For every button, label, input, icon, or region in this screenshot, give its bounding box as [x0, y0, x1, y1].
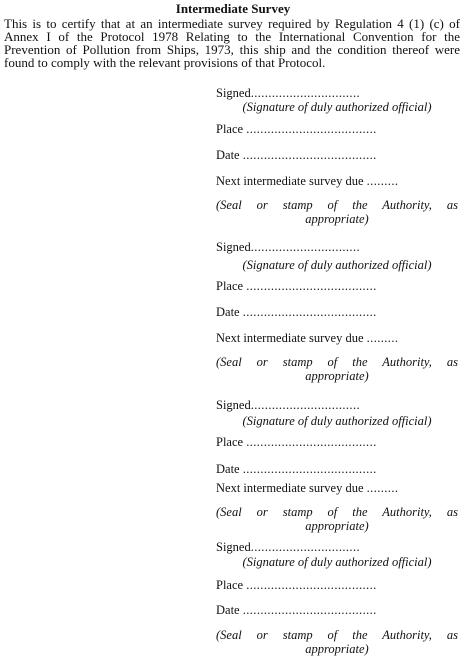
next-survey-label: Next intermediate survey due	[216, 331, 364, 345]
next-survey-label: Next intermediate survey due	[216, 481, 364, 495]
date-dots: ......................................	[242, 603, 377, 617]
date-label: Date	[216, 305, 240, 319]
signature-caption-1: (Signature of duly authorized official)	[242, 100, 432, 114]
signed-dots: ...............................	[250, 240, 361, 254]
place-field-3[interactable]	[216, 435, 458, 449]
place-label: Place	[216, 279, 244, 293]
signed-field-4[interactable]	[216, 540, 458, 554]
place-dots: .....................................	[246, 122, 377, 136]
seal-line-2: appropriate)	[305, 369, 369, 383]
seal-caption-1	[216, 198, 458, 226]
next-survey-label: Next intermediate survey due	[216, 174, 364, 188]
signed-label: Signed	[216, 86, 251, 100]
date-label: Date	[216, 603, 240, 617]
date-label: Date	[216, 462, 240, 476]
seal-line-1: (Seal or stamp of the Authority, as	[216, 505, 458, 519]
seal-line-1: (Seal or stamp of the Authority, as	[216, 198, 458, 212]
date-field-2[interactable]	[216, 305, 458, 319]
date-label: Date	[216, 148, 240, 162]
seal-line-1: (Seal or stamp of the Authority, as	[216, 355, 458, 369]
next-survey-field-2[interactable]	[216, 331, 458, 345]
signed-field-3[interactable]	[216, 398, 458, 412]
date-dots: ......................................	[242, 305, 377, 319]
seal-line-2: appropriate)	[305, 642, 369, 656]
seal-caption-2	[216, 355, 458, 383]
signature-caption-2: (Signature of duly authorized official)	[242, 258, 432, 272]
signed-label: Signed	[216, 398, 251, 412]
seal-caption-4	[216, 628, 458, 656]
place-label: Place	[216, 578, 244, 592]
next-survey-field-1[interactable]	[216, 174, 458, 188]
signed-dots: ...............................	[250, 540, 361, 554]
certification-text: This is to certify that at an intermediate survey required by Regulation 4 (1) (c) of Annex I of the Protocol 1978 Relating to the International Convention for the Prevention of Pollution from Ships, 1973, this ship and the condition thereof were found to comply with the relevant provisions of that Protocol.	[4, 16, 460, 70]
place-dots: .....................................	[246, 435, 377, 449]
place-field-1[interactable]	[216, 122, 458, 136]
place-dots: .....................................	[246, 578, 377, 592]
date-field-1[interactable]	[216, 148, 458, 162]
signed-label: Signed	[216, 240, 251, 254]
next-survey-dots: .........	[366, 174, 399, 188]
place-label: Place	[216, 435, 244, 449]
date-dots: ......................................	[242, 462, 377, 476]
place-field-4[interactable]	[216, 578, 458, 592]
seal-line-2: appropriate)	[305, 212, 369, 226]
date-dots: ......................................	[242, 148, 377, 162]
next-survey-dots: .........	[366, 331, 399, 345]
signed-field-1[interactable]	[216, 86, 458, 100]
signed-label: Signed	[216, 540, 251, 554]
seal-caption-3	[216, 505, 458, 533]
signed-field-2[interactable]	[216, 240, 458, 254]
signature-caption-3: (Signature of duly authorized official)	[242, 414, 432, 428]
signed-dots: ...............................	[250, 86, 361, 100]
seal-line-2: appropriate)	[305, 519, 369, 533]
place-dots: .....................................	[246, 279, 377, 293]
next-survey-dots: .........	[366, 481, 399, 495]
signature-caption-4: (Signature of duly authorized official)	[242, 555, 432, 569]
date-field-3[interactable]	[216, 462, 458, 476]
date-field-4[interactable]	[216, 603, 458, 617]
seal-line-1: (Seal or stamp of the Authority, as	[216, 628, 458, 642]
place-label: Place	[216, 122, 244, 136]
next-survey-field-3[interactable]	[216, 481, 458, 495]
signed-dots: ...............................	[250, 398, 361, 412]
place-field-2[interactable]	[216, 279, 458, 293]
page-title: Intermediate Survey	[175, 1, 291, 16]
